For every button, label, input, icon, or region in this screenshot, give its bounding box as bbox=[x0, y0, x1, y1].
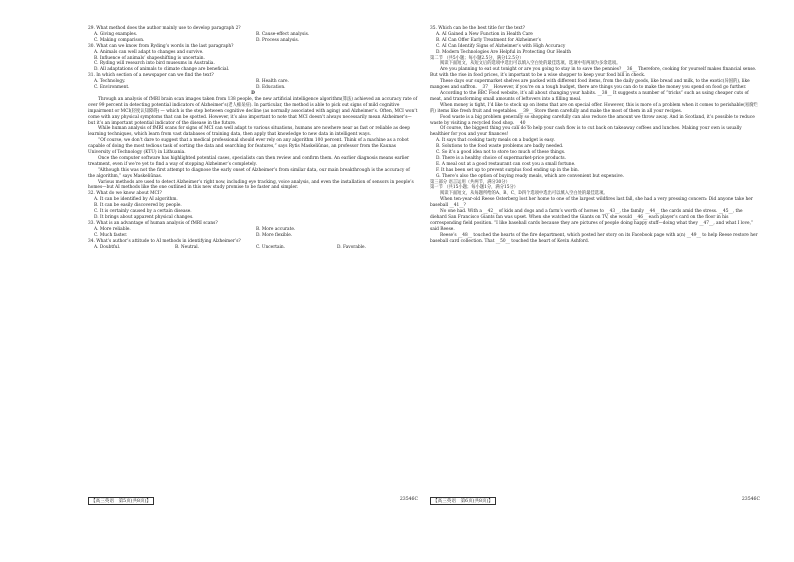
passage-paragraph: No one had. With a __42__ of kids and dogs and a farm’s worth of horses to __43__, the family __44__ the cards amid the stress. __45__, the diehard San Francisco Giants fan was upset. When she watched the Giants on TV, she would __46__ each player’s card on the floor in his corresponding field position. “I like baseball cards because they are pictures of people doing happy stuff—doing what they __47__, and what I love,” said Reese. bbox=[430, 209, 754, 232]
answer-option: A. It says that cooking tasty meals on a budget is easy. bbox=[436, 138, 555, 144]
answer-option: B. More accurate. bbox=[256, 226, 296, 232]
passage-paragraph: Through an analysis of fMRI brain scan images taken from 138 people, the new artificial intelligence algorithm(算法) achieved an accuracy rate of over 99 percent in detecting potential indicators of Alzheimer’s(老人痴呆症). In particular, the method is able to pick out signs of mild cognitive impairment or MCI(轻度认知障碍) — which is the step between cognitive decline (as normally associated with aging) and Alzheimer’s. Often, MCI won’t come with any physical symptoms that can be spotted. However, it’s also important to note that MCI doesn’t always necessarily mean Alzheimer’s—but it’s an important potential indicator of the disease in the future. bbox=[88, 96, 418, 126]
answer-option: B. Health care. bbox=[256, 79, 289, 85]
passage-heading: D bbox=[251, 90, 255, 96]
footer-right bbox=[430, 497, 760, 505]
passage-paragraph: Reese’s __48__ touched the hearts of the fire department, which posted her story on its Facebook page with a(n) __49__ to help Reese restore her baseball card collection. That __50__ touched the heart of Kevin Ashford. bbox=[430, 232, 758, 244]
answer-option: D. Favorable. bbox=[337, 244, 366, 250]
answer-option: D. It brings about apparent physical changes. bbox=[94, 215, 194, 220]
passage-paragraph: “Although this was not the first attempt to diagnose the early onset of Alzheimer’s from similar data, our main breakthrough is the accuracy of the algorithm,” says Maskeliūnas. bbox=[88, 167, 410, 179]
passage-paragraph: Are you planning to eat out tonight or are you going to stay in to save the pennies? __36__ Therefore, cooking for yourself makes financial sense. But with the rise in food prices, it’s important to be a wise shopper to keep your food bill in check. bbox=[430, 67, 757, 79]
answer-option: C. So it’s a good idea not to store too much of these things. bbox=[436, 150, 566, 156]
answer-option: D. Modern Technologies Are Helpful in Protecting Our Health bbox=[436, 49, 572, 55]
answer-option: C. It is certainly caused by a certain disease. bbox=[94, 209, 192, 215]
passage-paragraph: When money is tight, I’d like to stock up on items that are on special offer. However, this is more of a problem when it comes to perishable(易腐烂的) items like fresh fruit and vegetables. __39__ Store them carefully and make the most of them in all your recipes. bbox=[430, 102, 758, 114]
answer-option: A. More reliable. bbox=[94, 226, 131, 232]
answer-option: C. Environment. bbox=[94, 85, 130, 91]
answer-option-row bbox=[88, 233, 418, 239]
passage-paragraph: While human analysis of fMRI scans for signs of MCI can well adapt to various situations, humans are nowhere near as fast or reliable as deep learning techniques, which learn from vast databases of training data, then apply that knowledge to new data in intelligent ways. bbox=[88, 126, 410, 138]
answer-option: D. More flexible. bbox=[256, 232, 293, 238]
footer-code: 23546C bbox=[741, 497, 760, 502]
answer-option-row bbox=[88, 38, 418, 44]
passage-paragraph: These days our supermarket shelves are packed with different food items, from the daily goods, like bread and milk, to the exotic(异国的), like mangoes and saffron. __37__ However, if you’re on a tough budget, there are things you can do to make the money you spend on food go further. bbox=[430, 79, 750, 91]
answer-option: C. Much faster. bbox=[94, 232, 128, 238]
passage-paragraph: Food waste is a big problem generally so shopping carefully can also reduce the amount we throw away. And in Scotland, it’s possible to reduce waste by visiting a recycled food shop. __40__ bbox=[430, 114, 755, 126]
passage-paragraph: According to the BBC Food website, it’s all about changing your habits. __38__ It suggests a number of “tricks” such as using cheaper cuts of meat, and transforming small amounts of leftovers into a filling meal. bbox=[430, 90, 749, 102]
question-text: 35. Which can be the best title for the text? bbox=[430, 26, 525, 31]
question-text: 33. What is an advantage of human analysis of fMRI scans? bbox=[88, 220, 218, 226]
answer-option: G. There’s also the option of buying ready meals, which are convenient but expensive. bbox=[436, 173, 625, 179]
answer-option: E. A meal out at a good restaurant can cost you a small fortune. bbox=[436, 161, 576, 167]
passage-paragraph: When ten-year-old Reese Osterberg lost her home to one of the largest wildfires last fall, she had a very pressing concern: Did anyone take her baseball __41__? bbox=[430, 197, 753, 209]
answer-option: B. Cause-effect analysis. bbox=[256, 31, 310, 37]
answer-option: C. Ryding will research into bird museums in Australia. bbox=[94, 61, 215, 67]
answer-option: C. AI Can Identify Signs of Alzheimer’s with High Accuracy bbox=[436, 43, 566, 49]
passage-paragraph: Of course, the biggest thing you can do to help your cash flow is to cut back on takeaway coffees and lunches. Making your own is usually healthier for you and your finances! bbox=[430, 126, 742, 138]
answer-option: A. Technology. bbox=[94, 79, 126, 85]
question-text: 34. What’s author’s attitude to AI methods in identifying Alzheimer’s? bbox=[88, 238, 241, 244]
answer-option: B. Neutral. bbox=[175, 244, 200, 250]
answer-option: B. Influence of animals’ shapeshifting is uncertain. bbox=[94, 55, 205, 61]
question-text: 30. What can we know from Ryding’s words in the last paragraph? bbox=[88, 43, 234, 49]
footer-page-label: 【高三英语 第5页(共8页)】 bbox=[88, 497, 154, 505]
question-text: 第三部分 语言运用（共两节，满分30分） bbox=[430, 179, 510, 185]
left-column bbox=[88, 26, 418, 250]
question-text: 31. In which section of a newspaper can we find the text? bbox=[88, 73, 214, 79]
answer-option: A. Animals can well adapt to changes and survive. bbox=[94, 49, 204, 55]
answer-option: D. All adaptations of animals to climate change are beneficial. bbox=[94, 67, 230, 73]
answer-option: F. It has been set up to prevent surplus food ending up in the bin. bbox=[436, 167, 580, 173]
answer-option: B. AI Can Offer Early Treatment for Alzheimer’s bbox=[436, 37, 541, 43]
answer-option: A. Giving examples. bbox=[94, 31, 138, 37]
footer-page-label: 【高三英语 第6页(共8页)】 bbox=[430, 497, 496, 505]
footer-left bbox=[88, 497, 418, 505]
question-text: 第一节 （共15小题；每小题1分，满分15分） bbox=[430, 185, 519, 191]
answer-option: D. Education. bbox=[256, 85, 286, 91]
answer-option: B. Solutions to the food waste problems are badly needed. bbox=[436, 144, 564, 150]
answer-option: C. Making comparison. bbox=[94, 37, 145, 43]
answer-option: A. AI Gained a New Function in Health Care bbox=[436, 31, 533, 37]
answer-option: A. Doubtful. bbox=[94, 244, 121, 250]
question-text: 第二节 （共5小题；每小题2.5分，满分12.5分） bbox=[430, 55, 524, 61]
answer-option: C. Uncertain. bbox=[256, 244, 286, 250]
answer-option-row bbox=[88, 245, 418, 251]
answer-option: A. It can be identified by AI algorithm. bbox=[94, 197, 178, 203]
answer-option: D. There is a healthy choice of supermarket-price products. bbox=[436, 155, 567, 161]
passage-paragraph: 阅读下面短文，从每题所给的A、B、C、D四个选项中选出可以填入空白处的最佳选项。 bbox=[440, 191, 608, 197]
passage-paragraph: “Of course, we don’t dare to suggest that a medical professional should ever rely on any algorithm 100 percent. Think of a machine as a robot capable of doing the most tedious task of sorting the data and searching for features,” says Rytis Maskeliūnas, an professor from the Kaunas University of Technology (KTU) in Lithuania. bbox=[88, 138, 409, 156]
passage-paragraph: 阅读下面短文，从短文后的选项中选出可以填入空白处的最佳选项。选项中有两项为多余选项。 bbox=[440, 61, 621, 67]
passage-paragraph: Various methods are used to detect Alzheimer’s right now, including eye tracking, voice analysis, and even the installation of sensors in people’s homes—but AI methods like the one outlined in this new study promise to be faster and simpler. bbox=[88, 179, 414, 191]
question-text: 32. What do we know about MCI? bbox=[88, 191, 162, 197]
answer-option: B. It can be easily discovered by people. bbox=[94, 203, 182, 209]
footer-code: 23546C bbox=[399, 497, 418, 502]
right-column bbox=[430, 26, 760, 245]
question-text: 29. What method does the author mainly use to develop paragraph 2? bbox=[88, 26, 241, 31]
passage-paragraph: Once the computer software has highlighted potential cases, specialists can then review and confirm them. An earlier diagnosis means earlier treatment, even if we’re yet to find a way of stopping Alzheimer’s completely. bbox=[88, 155, 410, 167]
answer-option: D. Process analysis. bbox=[256, 37, 300, 43]
